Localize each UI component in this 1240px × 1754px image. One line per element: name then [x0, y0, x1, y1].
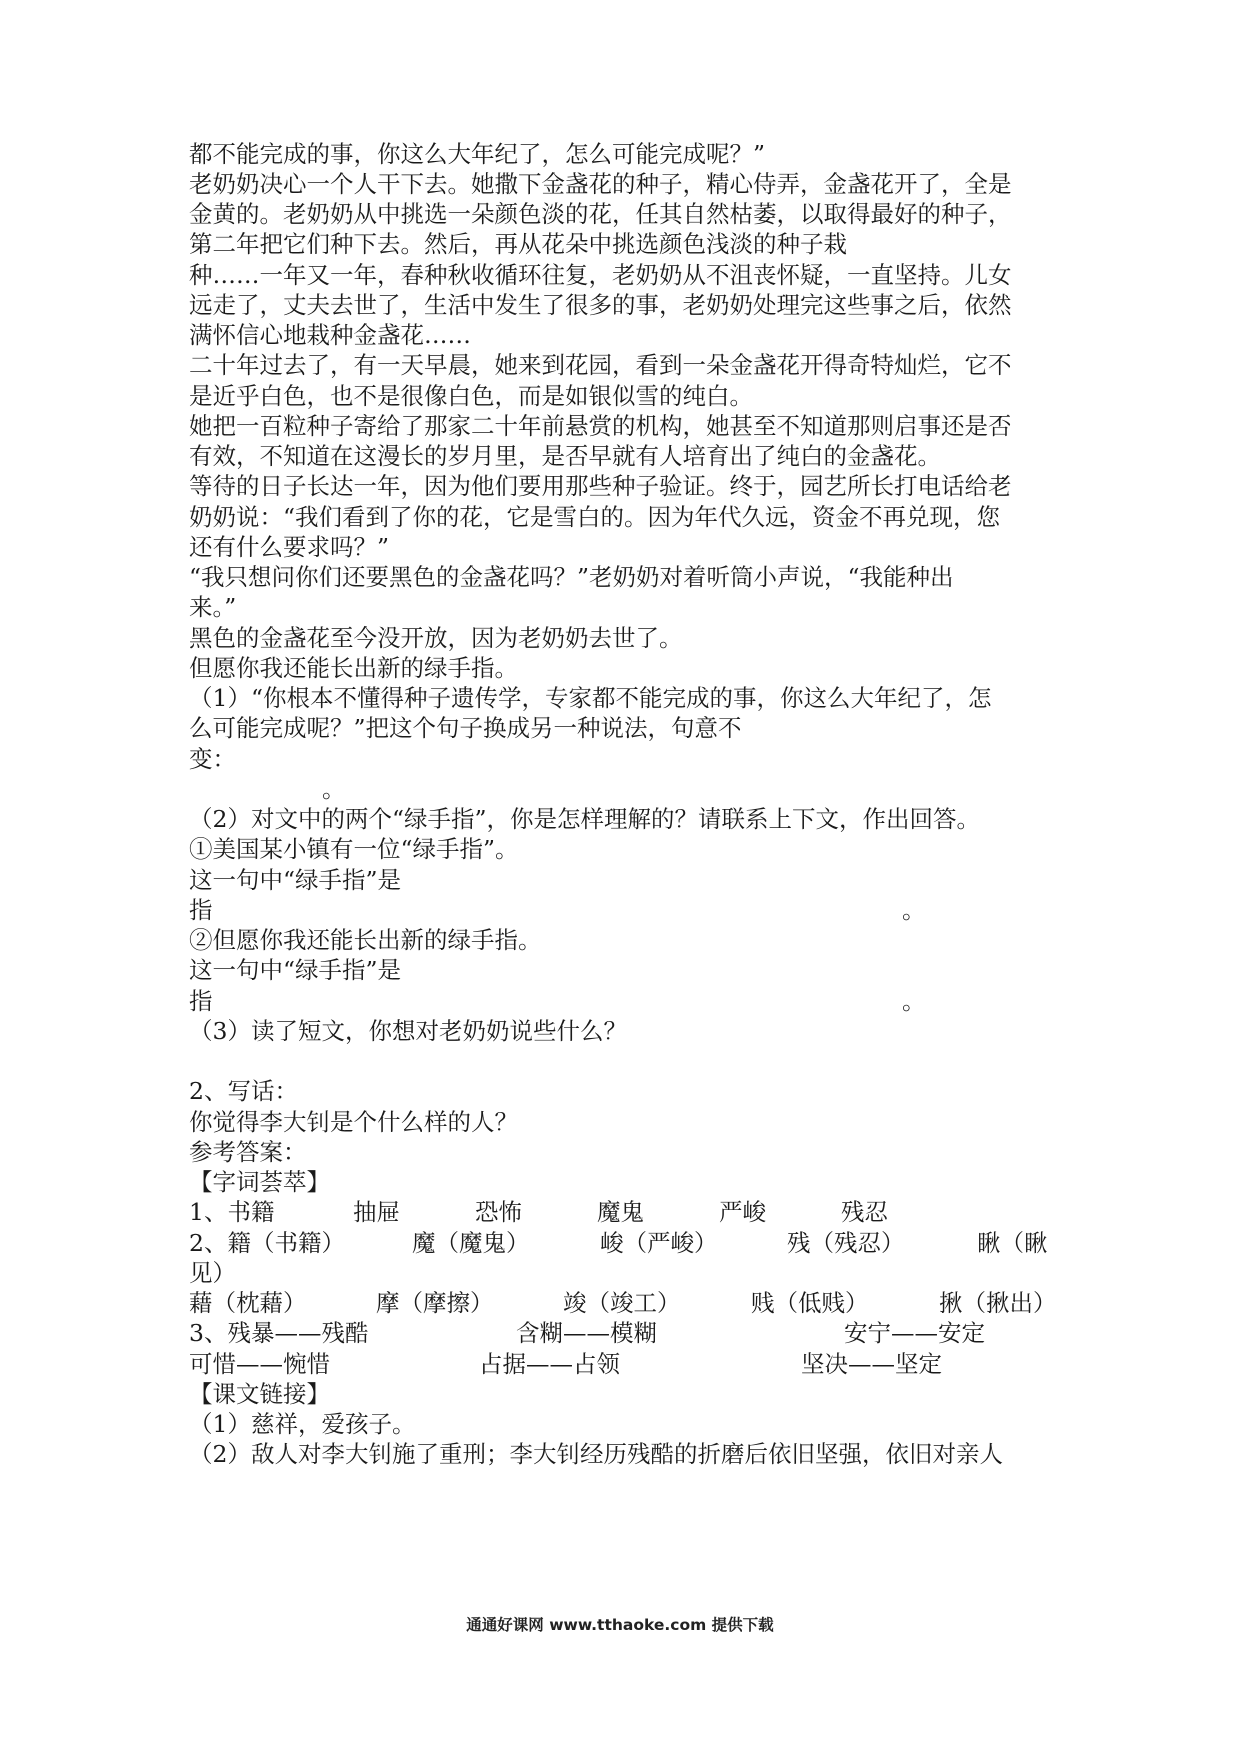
- question-1-line: 变：: [189, 745, 236, 773]
- passage-line: 黑色的金盏花至今没开放，因为老奶奶去世了。: [189, 624, 683, 652]
- blank-lead: 指: [189, 987, 213, 1015]
- answer-cell: 瞅（瞅: [977, 1229, 1048, 1257]
- answer-cell: 残忍: [841, 1198, 888, 1226]
- passage-line: 但愿你我还能长出新的绿手指。: [189, 654, 518, 682]
- question-2-item-a: ①美国某小镇有一位“绿手指”。: [189, 835, 519, 863]
- answer-cell: 残（残忍）: [787, 1229, 905, 1257]
- answer-cell: 竣（竣工）: [563, 1289, 681, 1317]
- passage-line: 远走了，丈夫去世了，生活中发生了很多的事，老奶奶处理完这些事之后，依然: [189, 291, 1012, 319]
- answer-cell: 坚决——坚定: [801, 1350, 942, 1378]
- answers-heading: 参考答案：: [189, 1138, 307, 1166]
- question-2-line: （2）对文中的两个“绿手指”，你是怎样理解的？请联系上下文，作出回答。: [189, 805, 980, 833]
- answer-cell: 含糊——模糊: [516, 1319, 657, 1347]
- section-heading-text-link: 【课文链接】: [189, 1380, 330, 1408]
- passage-line: 满怀信心地栽种金盏花……: [189, 321, 471, 349]
- answer-cell: 2、籍（书籍）: [189, 1229, 345, 1257]
- passage-line: 有效，不知道在这漫长的岁月里，是否早就有人培育出了纯白的金盏花。: [189, 442, 941, 470]
- answer-row-2-wrap: 见）: [189, 1259, 236, 1287]
- passage-line: 金黄的。老奶奶从中挑选一朵颜色淡的花，任其自然枯萎，以取得最好的种子，: [189, 200, 1012, 228]
- answer-cell: 摩（摩擦）: [376, 1289, 494, 1317]
- passage-line: “我只想问你们还要黑色的金盏花吗？”老奶奶对着听筒小声说，“我能种出: [189, 563, 954, 591]
- question-1-line: （1）“你根本不懂得种子遗传学，专家都不能完成的事，你这么大年纪了，怎: [189, 684, 992, 712]
- passage-line: 等待的日子长达一年，因为他们要用那些种子验证。终于，园艺所长打电话给老: [189, 472, 1012, 500]
- answer-cell: 严峻: [719, 1198, 766, 1226]
- blank-end-mark: 。: [322, 775, 346, 803]
- passage-line: 来。”: [189, 593, 237, 621]
- answer-cell: 3、残暴——残酷: [189, 1319, 369, 1347]
- question-2-b-prompt: 这一句中“绿手指”是: [189, 956, 402, 984]
- question-2-item-b: ②但愿你我还能长出新的绿手指。: [189, 926, 542, 954]
- passage-line: 种……一年又一年，春种秋收循环往复，老奶奶从不沮丧怀疑，一直坚持。儿女: [189, 261, 1012, 289]
- answer-cell: 魔鬼: [597, 1198, 644, 1226]
- passage-line: 是近乎白色，也不是很像白色，而是如银似雪的纯白。: [189, 382, 753, 410]
- answer-cell: 揪（揪出）: [939, 1289, 1057, 1317]
- passage-line: 老奶奶决心一个人干下去。她撒下金盏花的种子，精心侍弄，金盏花开了，全是: [189, 170, 1012, 198]
- passage-line: 二十年过去了，有一天早晨，她来到花园，看到一朵金盏花开得奇特灿烂，它不: [189, 351, 1012, 379]
- answer-cell: 藉（枕藉）: [189, 1289, 307, 1317]
- passage-line: 还有什么要求吗？”: [189, 533, 390, 561]
- answer-cell: 占据——占领: [479, 1350, 620, 1378]
- writing-heading: 2、写话：: [189, 1077, 298, 1105]
- answer-cell: 恐怖: [475, 1198, 522, 1226]
- answer-cell: 峻（严峻）: [600, 1229, 718, 1257]
- passage-line: 都不能完成的事，你这么大年纪了，怎么可能完成呢？”: [189, 140, 766, 168]
- blank-end-mark: 。: [902, 896, 926, 924]
- answer-cell: 抽屉: [353, 1198, 400, 1226]
- section-heading-vocab: 【字词荟萃】: [189, 1168, 330, 1196]
- blank-end-mark: 。: [902, 987, 926, 1015]
- answer-cell: 贱（低贱）: [751, 1289, 869, 1317]
- page-footer: 通通好课网 www.tthaoke.com 提供下载: [466, 1616, 774, 1634]
- question-2-a-prompt: 这一句中“绿手指”是: [189, 866, 402, 894]
- answer-cell: 1、书籍: [189, 1198, 275, 1226]
- answer-cell: 安宁——安定: [844, 1319, 985, 1347]
- passage-line: 第二年把它们种下去。然后，再从花朵中挑选颜色浅淡的种子栽: [189, 230, 847, 258]
- answer-cell: 魔（魔鬼）: [412, 1229, 530, 1257]
- answer-line: （1）慈祥，爱孩子。: [189, 1410, 416, 1438]
- passage-line: 奶奶说：“我们看到了你的花，它是雪白的。因为年代久远，资金不再兑现，您: [189, 503, 1001, 531]
- passage-line: 她把一百粒种子寄给了那家二十年前悬赏的机构，她甚至不知道那则启事还是否: [189, 412, 1012, 440]
- question-1-line: 么可能完成呢？”把这个句子换成另一种说法，句意不: [189, 714, 742, 742]
- answer-line: （2）敌人对李大钊施了重刑；李大钊经历残酷的折磨后依旧坚强，依旧对亲人: [189, 1440, 1003, 1468]
- writing-prompt: 你觉得李大钊是个什么样的人？: [189, 1108, 518, 1136]
- question-3-line: （3）读了短文，你想对老奶奶说些什么？: [189, 1017, 627, 1045]
- blank-lead: 指: [189, 896, 213, 924]
- answer-cell: 可惜——惋惜: [189, 1350, 330, 1378]
